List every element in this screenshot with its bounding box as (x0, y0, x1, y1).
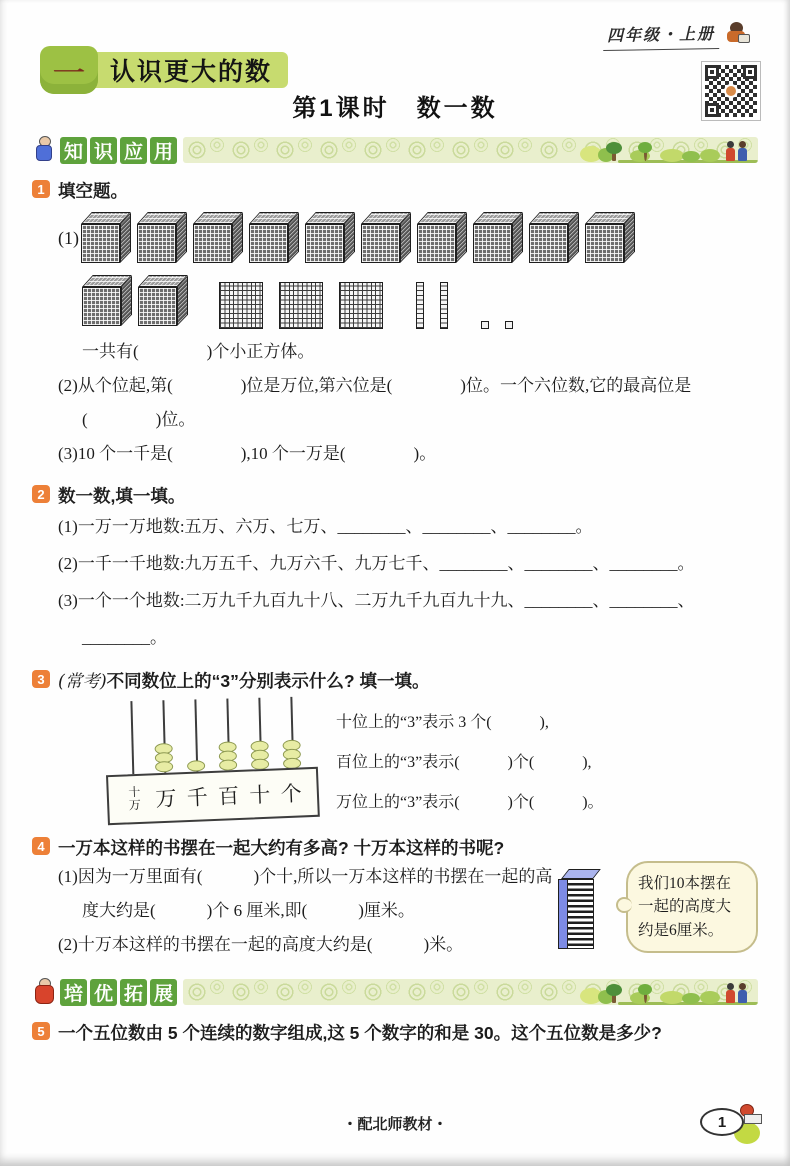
question-number-badge: 4 (32, 837, 50, 855)
q3-line: 百位上的“3”表示( )个( ), (336, 754, 592, 771)
q3-line: 万位上的“3”表示( )个( )。 (336, 794, 604, 811)
q1-item2-line2: ( )位。 (82, 410, 196, 429)
banner-pattern-strip (183, 137, 758, 163)
speech-bubble: 我们10本摆在一起的高度大约是6厘米。 (626, 861, 758, 953)
book-stack-illustration (558, 861, 758, 957)
question-title: 一个五位数由 5 个连续的数字组成,这 5 个数字的和是 30。这个五位数是多少? (58, 1023, 662, 1043)
unit-number-tab (40, 46, 98, 94)
section-banner-advanced (32, 976, 758, 1008)
abacus-frame (106, 767, 320, 825)
abacus-column (210, 698, 244, 771)
abacus-place-label: 十 (248, 782, 271, 808)
abacus-place-label: 个 (280, 781, 303, 807)
hundred-flat (339, 282, 383, 329)
item-label: (1) (58, 228, 79, 248)
thousand-cube (305, 211, 358, 266)
question-number-badge: 2 (32, 485, 50, 503)
q2-line: (1)一万一万地数:五万、六万、七万、________、________、________。 (58, 517, 593, 536)
q4-line: (1)因为一万里面有( )个十,所以一万本这样的书摆在一起的高 (58, 867, 553, 886)
question-title: 一万本这样的书摆在一起大约有多高? 十万本这样的书呢? (58, 838, 505, 858)
question-title: 不同数位上的“3”分别表示什么? 填一填。 (106, 671, 430, 691)
thousand-cube (417, 211, 470, 266)
abacus-column (114, 701, 148, 774)
thousand-cube (361, 211, 414, 266)
question-1 (32, 178, 758, 471)
mascot-book (744, 1114, 762, 1124)
ten-rod (416, 282, 424, 329)
one-cube (481, 321, 489, 329)
block-row-1 (81, 211, 638, 266)
one-cube (505, 321, 513, 329)
q2-line: ________。 (82, 628, 167, 647)
q2-line: (2)一千一千地数:九万五千、九万六千、九万七千、________、________、________。 (58, 554, 695, 573)
unit-number: 一 (53, 59, 85, 84)
section-char: 拓 (120, 979, 147, 1006)
reading-child-icon (724, 22, 750, 46)
thousand-cube (529, 211, 582, 266)
thousand-cube (249, 211, 302, 266)
edition-label: 四年级・上册 (603, 21, 719, 51)
block-row-2 (82, 274, 758, 329)
book-mascot-icon (32, 977, 58, 1007)
student-mascot-icon (32, 135, 58, 165)
abacus-bead (155, 761, 173, 772)
thousand-cube (138, 274, 191, 329)
thousand-cube (82, 274, 135, 329)
abacus-column (274, 697, 308, 770)
q1-item2-line1: (2)从个位起,第( )位是万位,第六位是( )位。一个六位数,它的最高位是 (58, 376, 692, 395)
banner-pattern-strip (183, 979, 758, 1005)
page-content (32, 134, 758, 1045)
question-4 (32, 835, 758, 962)
q3-answer-lines (336, 703, 604, 823)
thousand-cube (81, 211, 134, 266)
abacus-illustration (104, 696, 319, 826)
q3-line: 十位上的“3”表示 3 个( ), (336, 714, 549, 731)
page-number-marker (700, 1102, 762, 1144)
abacus-place-label: 十 万 (128, 785, 142, 813)
q2-line: (3)一个一个地数:二万九千九百九十八、二万九千九百九十九、________、________、 (58, 591, 695, 610)
q1-total-line: 一共有( )个小正方体。 (82, 342, 315, 361)
abacus-bead (187, 760, 205, 771)
book-stack-icon (558, 869, 598, 949)
section-char: 用 (150, 137, 177, 164)
thousand-cube (137, 211, 190, 266)
q1-item3: (3)10 个一千是( ),10 个一万是( )。 (58, 444, 437, 463)
section-title-advanced (60, 979, 177, 1006)
ten-rod (440, 282, 448, 329)
section-char: 知 (60, 137, 87, 164)
thousand-cube (585, 211, 638, 266)
unit-banner (40, 46, 288, 94)
imprint: ・配北师教材・ (342, 1116, 448, 1133)
trees-illustration (578, 137, 758, 163)
hundred-flat (219, 282, 263, 329)
abacus-column (178, 699, 212, 772)
section-title-knowledge (60, 137, 177, 164)
page-number: 1 (717, 1113, 727, 1131)
question-title: 填空题。 (58, 181, 128, 201)
question-2 (32, 483, 758, 656)
question-number-badge: 3 (32, 670, 50, 688)
q4-line: 度大约是( )个 6 厘米,即( )厘米。 (82, 901, 415, 920)
trees-illustration (578, 979, 758, 1005)
section-char: 应 (120, 137, 147, 164)
section-char: 培 (60, 979, 87, 1006)
abacus-place-label: 万 (155, 786, 177, 812)
thousand-cube (193, 211, 246, 266)
section-char: 识 (90, 137, 117, 164)
question-3 (32, 668, 758, 823)
question-5 (32, 1020, 758, 1045)
abacus-rods (104, 696, 318, 774)
abacus-place-label: 百 (217, 783, 240, 809)
abacus-place-label: 千 (186, 785, 209, 811)
thousand-cube (473, 211, 526, 266)
abacus-column (146, 700, 180, 773)
section-char: 展 (150, 979, 177, 1006)
question-title: 数一数,填一填。 (58, 486, 186, 506)
exam-tag: (常考) (58, 672, 107, 692)
hundred-flat (279, 282, 323, 329)
abacus-column (242, 697, 276, 770)
section-char: 优 (90, 979, 117, 1006)
question-number-badge: 1 (32, 180, 50, 198)
lesson-title: 第1课时 数一数 (292, 95, 498, 122)
section-banner-knowledge (32, 134, 758, 166)
q4-line: (2)十万本这样的书摆在一起的高度大约是( )米。 (58, 935, 464, 954)
question-number-badge: 5 (32, 1022, 50, 1040)
unit-title: 认识更大的数 (88, 52, 288, 88)
edition-badge (603, 22, 750, 50)
